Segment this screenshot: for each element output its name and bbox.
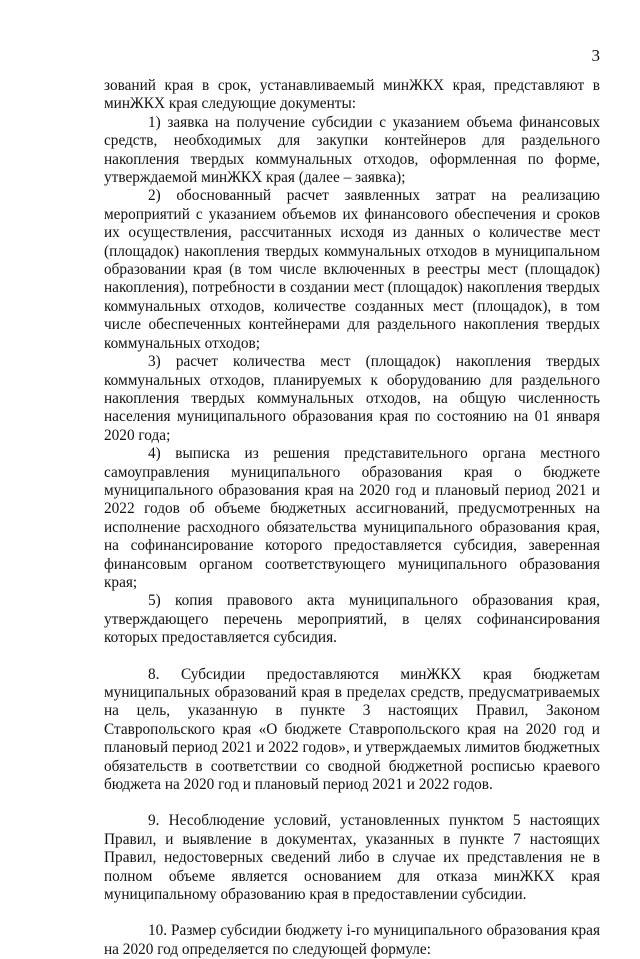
paragraph-item-4: 4) выписка из решения представительного органа местного самоуправления муниципального образования края о бюджете муниципального образования края на 2020 год и плановый период 2021 и 2022 годов об объеме бюджетных ассигнований, предусмотренных на исполнение расходного обязательства муниципального образования края, на софинансирование которого предоставляется субсидия, заверенная финансовым органом соответствующего муниципального образования края; <box>104 445 600 591</box>
paragraph-clause-9: 9. Несоблюдение условий, установленных пунктом 5 настоящих Правил, и выявление в документах, указанных в пункте 7 настоящих Правил, недостоверных сведений либо в случае их представления не в полном объеме является основанием для отказа минЖКХ края муниципальному образованию края в предоставлении субсидии. <box>104 812 600 904</box>
paragraph-clause-8: 8. Субсидии предоставляются минЖКХ края бюджетам муниципальных образований края в пределах средств, предусматриваемых на цель, указанную в пункте 3 настоящих Правил, Законом Ставропольского края «О бюджете Ставропольского края на 2020 год и плановый период 2021 и 2022 годов», и утверждаемых лимитов бюджетных обязательств в соответствии со сводной бюджетной росписью краевого бюджета на 2020 год и плановый период 2021 и 2022 годов. <box>104 665 600 794</box>
page-number: 3 <box>591 46 600 65</box>
document-body <box>104 77 600 959</box>
paragraph-item-2: 2) обоснованный расчет заявленных затрат на реализацию мероприятий с указанием объемов их финансового обеспечения и сроков их осуществления, рассчитанных исходя из данных о количестве мест (площадок) накопления твердых коммунальных отходов в муниципальном образовании края (в том числе включенных в реестры мест (площадок) накопления), потребности в создании мест (площадок) накопления твердых коммунальных отходов, количестве созданных мест (площадок), в том числе обеспеченных контейнерами для раздельного накопления твердых коммунальных отходов; <box>104 187 600 352</box>
paragraph-item-1: 1) заявка на получение субсидии с указанием объема финансовых средств, необходимых для закупки контейнеров для раздельного накопления твердых коммунальных отходов, оформленная по форме, утверждаемой минЖКХ края (далее – заявка); <box>104 113 600 187</box>
paragraph-item-5: 5) копия правового акта муниципального образования края, утверждающего перечень мероприятий, в целях софинансирования которых предоставляется субсидия. <box>104 592 600 647</box>
paragraph-clause-10: 10. Размер субсидии бюджету i-го муниципального образования края на 2020 год определяется по следующей формуле: <box>104 922 600 958</box>
paragraph-continuation: зований края в срок, устанавливаемый минЖКХ края, представляют в минЖКХ края следующие документы: <box>104 77 600 113</box>
paragraph-item-3: 3) расчет количества мест (площадок) накопления твердых коммунальных отходов, планируемых к оборудованию для раздельного накопления твердых коммунальных отходов, на общую численность населения муниципального образования края по состоянию на 01 января 2020 года; <box>104 353 600 444</box>
